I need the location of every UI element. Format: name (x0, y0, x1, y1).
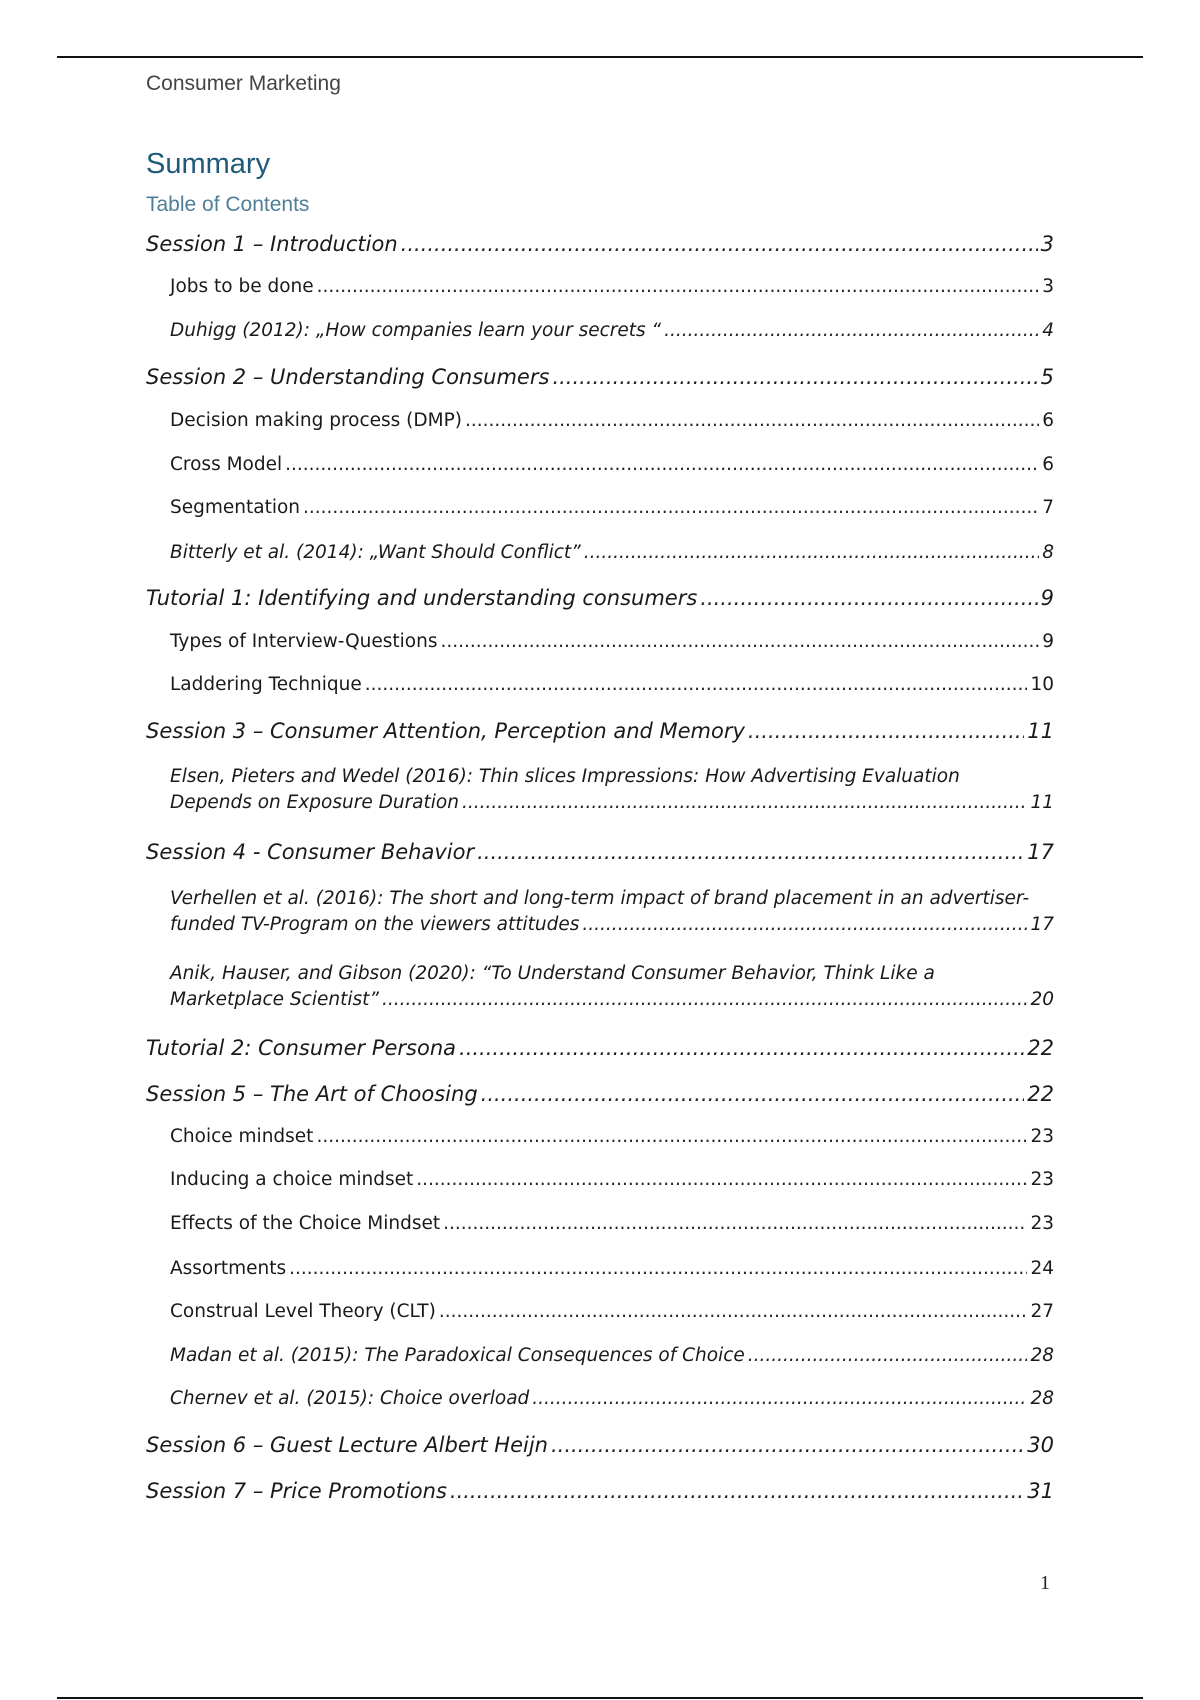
toc-dot-leader (443, 1213, 1027, 1234)
toc-page-number: 11 (1030, 792, 1054, 813)
toc-page-number: 6 (1042, 454, 1054, 475)
toc-dot-leader (365, 674, 1028, 695)
toc-entry-assortments[interactable] (170, 1258, 1054, 1279)
toc-dot-leader (416, 1169, 1027, 1190)
toc-entry-text: Types of Interview-Questions (170, 631, 438, 652)
toc-entry-effects-choice-mindset[interactable] (170, 1213, 1054, 1234)
toc-dot-leader (462, 792, 1028, 813)
toc-entry-inducing-choice-mindset[interactable] (170, 1169, 1054, 1190)
toc-entry-session-4[interactable] (146, 840, 1054, 864)
toc-entry-text: Choice mindset (170, 1126, 314, 1147)
toc-page-number: 17 (1027, 840, 1054, 864)
toc-page-number: 4 (1042, 320, 1054, 341)
toc-page-number: 22 (1027, 1036, 1054, 1060)
toc-page-number: 3 (1042, 276, 1054, 297)
toc-dot-leader (584, 542, 1039, 563)
toc-entry-elsen-2016[interactable] (170, 762, 1054, 813)
toc-page-number: 8 (1042, 542, 1054, 563)
toc-entry-verhellen-2016[interactable] (170, 884, 1054, 935)
toc-entry-tutorial-2[interactable] (146, 1036, 1054, 1060)
toc-entry-text: Tutorial 2: Consumer Persona (146, 1036, 457, 1060)
toc-dot-leader (552, 365, 1037, 389)
toc-entry-laddering-technique[interactable] (170, 674, 1054, 695)
toc-dot-leader (440, 631, 1039, 652)
toc-page-number: 5 (1040, 365, 1054, 389)
toc-entry-construal-level-theory[interactable] (170, 1301, 1054, 1322)
toc-page-number: 23 (1030, 1126, 1054, 1147)
toc-dot-leader (477, 840, 1024, 864)
toc-entry-text: Chernev et al. (2015): Choice overload (170, 1388, 530, 1409)
toc-entry-text: Session 4 - Consumer Behavior (146, 840, 475, 864)
document-title: Summary (146, 148, 271, 180)
toc-page-number: 27 (1030, 1301, 1054, 1322)
toc-page-number: 28 (1030, 1345, 1054, 1366)
toc-entry-chernev-2015[interactable] (170, 1388, 1054, 1409)
toc-entry-text: Depends on Exposure Duration (170, 792, 459, 813)
toc-page-number: 28 (1030, 1388, 1054, 1409)
toc-entry-bitterly-2014[interactable] (170, 542, 1054, 563)
toc-entry-text: Bitterly et al. (2014): „Want Should Conflict” (170, 542, 581, 563)
toc-dot-leader (465, 410, 1039, 431)
toc-dot-leader (289, 1258, 1027, 1279)
toc-entry-text: Session 5 – The Art of Choosing (146, 1082, 478, 1106)
toc-entry-text: Session 6 – Guest Lecture Albert Heijn (146, 1433, 548, 1457)
toc-page-number: 20 (1030, 989, 1054, 1010)
toc-page-number: 30 (1027, 1433, 1054, 1457)
toc-dot-leader (664, 320, 1039, 341)
toc-dot-leader (748, 719, 1024, 743)
toc-dot-leader (285, 454, 1039, 475)
footer-rule (57, 1697, 1143, 1699)
toc-entry-session-5[interactable] (146, 1082, 1054, 1106)
toc-entry-text-line-1: Verhellen et al. (2016): The short and long-term impact of brand placement in an advertiser- (170, 888, 1030, 909)
toc-entry-duhigg-2012[interactable] (170, 320, 1054, 341)
toc-page-number: 9 (1042, 631, 1054, 652)
toc-page-number: 7 (1042, 497, 1054, 518)
toc-entry-text: Cross Model (170, 454, 283, 475)
toc-entry-choice-mindset[interactable] (170, 1126, 1054, 1147)
toc-dot-leader (700, 586, 1037, 610)
toc-dot-leader (303, 497, 1039, 518)
toc-dot-leader (748, 1345, 1028, 1366)
toc-dot-leader (459, 1036, 1024, 1060)
toc-page-number: 17 (1030, 914, 1054, 935)
toc-entry-text: Tutorial 1: Identifying and understanding consumers (146, 586, 698, 610)
toc-page-number: 10 (1030, 674, 1054, 695)
toc-entry-text: Inducing a choice mindset (170, 1169, 414, 1190)
toc-dot-leader (382, 989, 1028, 1010)
toc-dot-leader (316, 1126, 1027, 1147)
toc-entry-text: Construal Level Theory (CLT) (170, 1301, 436, 1322)
toc-page-number: 9 (1040, 586, 1054, 610)
toc-entry-segmentation[interactable] (170, 497, 1054, 518)
running-header: Consumer Marketing (146, 72, 341, 95)
toc-entry-session-3[interactable] (146, 719, 1054, 743)
toc-entry-interview-questions[interactable] (170, 631, 1054, 652)
toc-entry-text: Duhigg (2012): „How companies learn your secrets “ (170, 320, 662, 341)
toc-dot-leader (439, 1301, 1028, 1322)
toc-page-number: 23 (1030, 1213, 1054, 1234)
toc-entry-text: Marketplace Scientist” (170, 989, 379, 1010)
toc-entry-text-line-1: Elsen, Pieters and Wedel (2016): Thin slices Impressions: How Advertising Evaluation (170, 766, 960, 787)
toc-page-number: 23 (1030, 1169, 1054, 1190)
toc-heading: Table of Contents (146, 193, 310, 216)
toc-entry-text: Madan et al. (2015): The Paradoxical Consequences of Choice (170, 1345, 745, 1366)
toc-entry-anik-2020[interactable] (170, 959, 1054, 1010)
toc-entry-session-6[interactable] (146, 1433, 1054, 1457)
toc-page-number: 24 (1030, 1258, 1054, 1279)
toc-dot-leader (532, 1388, 1027, 1409)
toc-entry-text: funded TV-Program on the viewers attitudes (170, 914, 580, 935)
toc-entry-text: Session 7 – Price Promotions (146, 1479, 447, 1503)
toc-entry-text: Session 2 – Understanding Consumers (146, 365, 550, 389)
toc-entry-session-1[interactable] (146, 232, 1054, 256)
toc-entry-jobs-to-be-done[interactable] (170, 276, 1054, 297)
toc-page-number: 22 (1027, 1082, 1054, 1106)
toc-page-number: 11 (1027, 719, 1054, 743)
toc-entry-text: Laddering Technique (170, 674, 362, 695)
header-rule (57, 56, 1143, 58)
toc-dot-leader (551, 1433, 1024, 1457)
toc-entry-madan-2015[interactable] (170, 1345, 1054, 1366)
toc-entry-tutorial-1[interactable] (146, 586, 1054, 610)
toc-entry-text: Assortments (170, 1258, 287, 1279)
toc-entry-text: Segmentation (170, 497, 301, 518)
toc-entry-text: Session 3 – Consumer Attention, Perception and Memory (146, 719, 745, 743)
toc-entry-session-2[interactable] (146, 365, 1054, 389)
toc-entry-decision-making-process[interactable] (170, 410, 1054, 431)
page-number: 1 (1040, 1572, 1050, 1594)
toc-entry-text-line-1: Anik, Hauser, and Gibson (2020): “To Understand Consumer Behavior, Think Like a (170, 963, 935, 984)
toc-dot-leader (401, 232, 1038, 256)
toc-page-number: 6 (1042, 410, 1054, 431)
toc-page-number: 3 (1040, 232, 1054, 256)
toc-entry-text: Effects of the Choice Mindset (170, 1213, 441, 1234)
toc-entry-text: Decision making process (DMP) (170, 410, 462, 431)
toc-dot-leader (582, 914, 1027, 935)
toc-page-number: 31 (1027, 1479, 1054, 1503)
toc-dot-leader (317, 276, 1040, 297)
toc-entry-cross-model[interactable] (170, 454, 1054, 475)
toc-dot-leader (450, 1479, 1024, 1503)
toc-entry-text: Jobs to be done (170, 276, 314, 297)
toc-entry-text: Session 1 – Introduction (146, 232, 398, 256)
toc-dot-leader (481, 1082, 1025, 1106)
toc-entry-session-7[interactable] (146, 1479, 1054, 1503)
